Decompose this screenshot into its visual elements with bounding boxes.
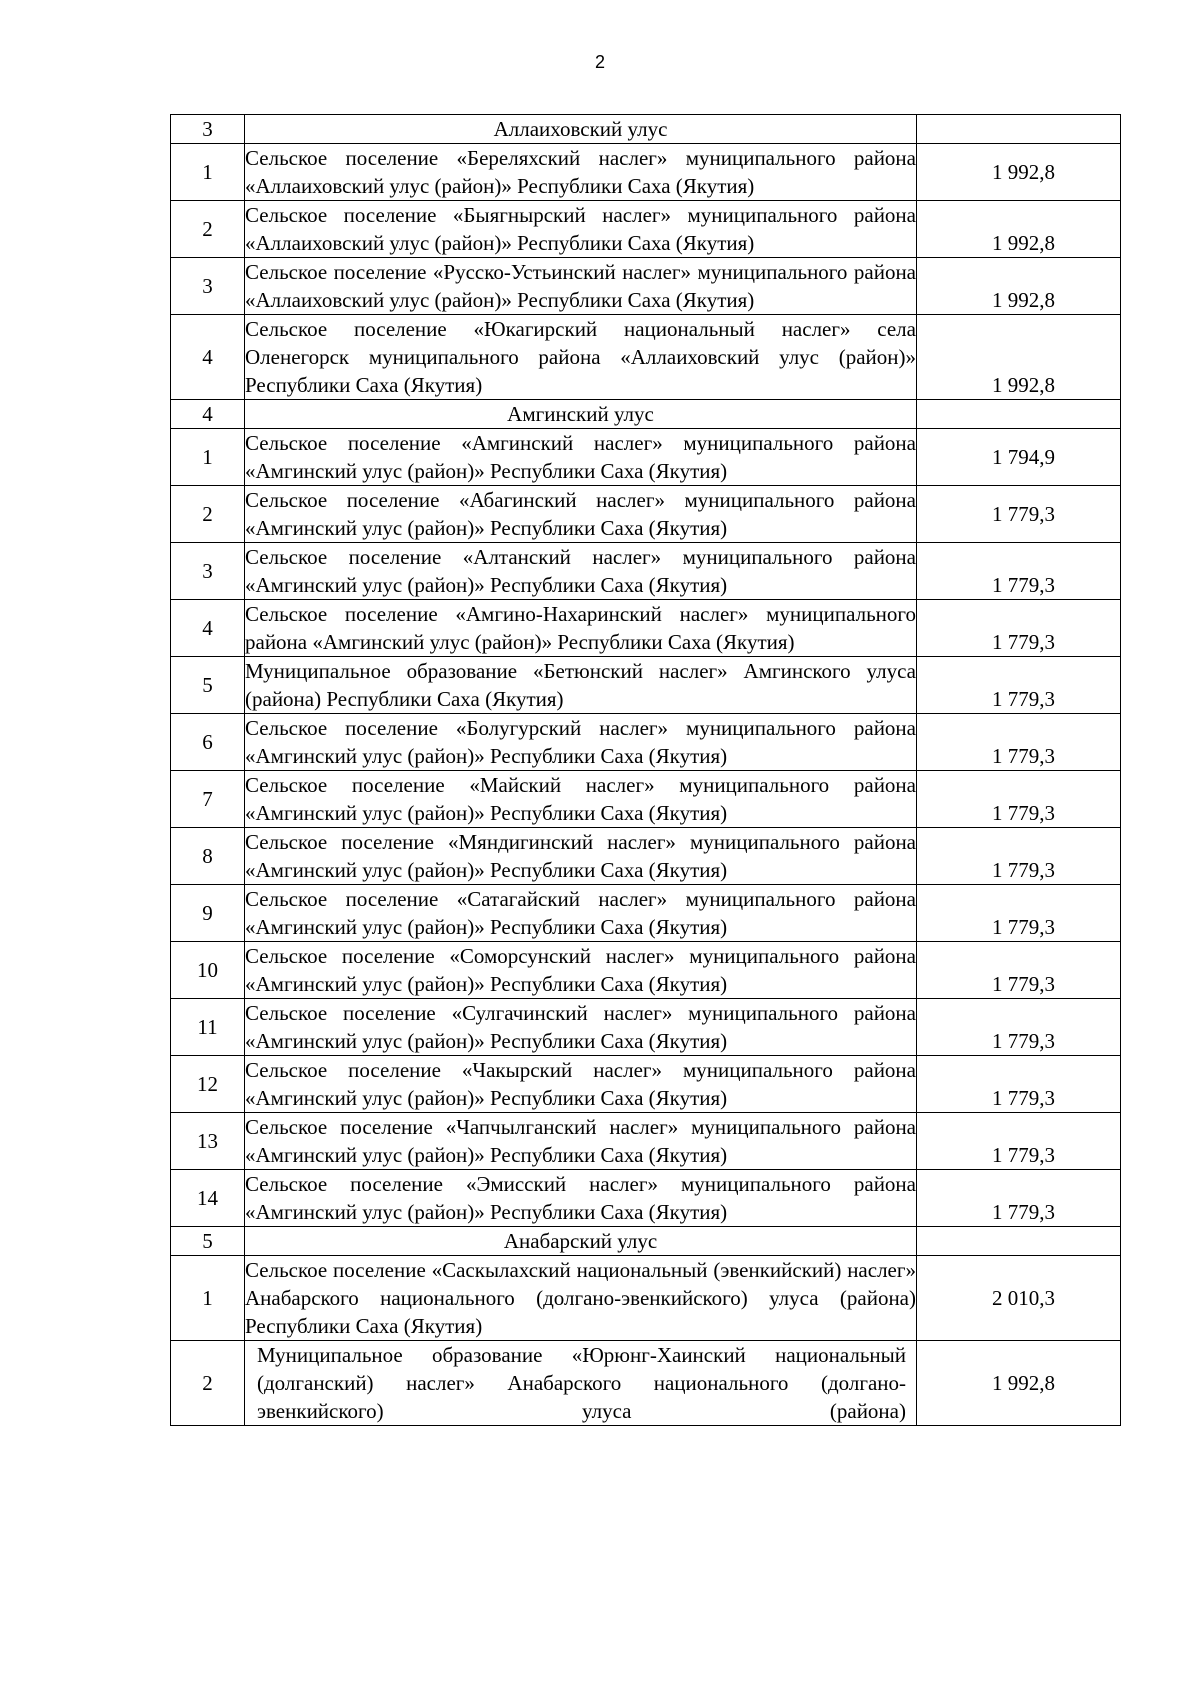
row-number: 4 bbox=[171, 315, 245, 400]
amount-value: 1 779,3 bbox=[992, 801, 1055, 825]
amount-cell bbox=[917, 771, 1121, 828]
amount-cell bbox=[917, 657, 1121, 714]
settlement-name: Сельское поселение «Быягнырский наслег» муниципального района «Аллаиховский улус (район)» Республики Саха (Якутия) bbox=[245, 201, 917, 258]
settlement-name: Сельское поселение «Береляхский наслег» муниципального района «Аллаиховский улус (район)» Республики Саха (Якутия) bbox=[245, 144, 917, 201]
amount-cell bbox=[917, 543, 1121, 600]
settlement-name: Сельское поселение «Эмисский наслег» муниципального района «Амгинский улус (район)» Республики Саха (Якутия) bbox=[245, 1170, 917, 1227]
amount-value: 1 779,3 bbox=[992, 1086, 1055, 1110]
table-row bbox=[171, 429, 1121, 486]
row-number: 1 bbox=[171, 1256, 245, 1341]
settlement-name: Сельское поселение «Мяндигинский наслег» муниципального района «Амгинский улус (район)» Республики Саха (Якутия) bbox=[245, 828, 917, 885]
section-title: Аллаиховский улус bbox=[245, 115, 917, 144]
section-row bbox=[171, 400, 1121, 429]
amount-value: 1 992,8 bbox=[992, 288, 1055, 312]
amount-value: 1 779,3 bbox=[992, 502, 1055, 526]
amount-cell bbox=[917, 600, 1121, 657]
settlement-name: Сельское поселение «Сатагайский наслег» муниципального района «Амгинский улус (район)» Республики Саха (Якутия) bbox=[245, 885, 917, 942]
amount-cell bbox=[917, 201, 1121, 258]
section-amount-empty bbox=[917, 1227, 1121, 1256]
section-title: Амгинский улус bbox=[245, 400, 917, 429]
section-row bbox=[171, 1227, 1121, 1256]
row-number: 1 bbox=[171, 144, 245, 201]
table-row bbox=[171, 315, 1121, 400]
settlement-name: Сельское поселение «Саскылахский национальный (эвенкийский) наслег» Анабарского национального (долгано-эвенкийского) улуса (района) Республики Саха (Якутия) bbox=[245, 1256, 917, 1341]
settlement-name: Сельское поселение «Абагинский наслег» муниципального района «Амгинский улус (район)» Республики Саха (Якутия) bbox=[245, 486, 917, 543]
row-number: 12 bbox=[171, 1056, 245, 1113]
row-number: 5 bbox=[171, 657, 245, 714]
table-row bbox=[171, 600, 1121, 657]
settlement-name: Муниципальное образование «Бетюнский наслег» Амгинского улуса (района) Республики Саха (Якутия) bbox=[245, 657, 917, 714]
amount-cell bbox=[917, 1341, 1121, 1426]
settlement-name: Сельское поселение «Чакырский наслег» муниципального района «Амгинский улус (район)» Республики Саха (Якутия) bbox=[245, 1056, 917, 1113]
section-title: Анабарский улус bbox=[245, 1227, 917, 1256]
settlement-name: Сельское поселение «Амгинский наслег» муниципального района «Амгинский улус (район)» Республики Саха (Якутия) bbox=[245, 429, 917, 486]
row-number: 13 bbox=[171, 1113, 245, 1170]
amount-cell bbox=[917, 315, 1121, 400]
table-row bbox=[171, 1341, 1121, 1426]
amount-cell bbox=[917, 942, 1121, 999]
amount-value: 1 779,3 bbox=[992, 1200, 1055, 1224]
table-row bbox=[171, 543, 1121, 600]
row-number: 2 bbox=[171, 201, 245, 258]
row-number: 10 bbox=[171, 942, 245, 999]
table-row bbox=[171, 1256, 1121, 1341]
section-amount-empty bbox=[917, 115, 1121, 144]
row-number: 6 bbox=[171, 714, 245, 771]
amount-cell bbox=[917, 828, 1121, 885]
table-row bbox=[171, 1056, 1121, 1113]
section-number: 5 bbox=[171, 1227, 245, 1256]
table-row bbox=[171, 714, 1121, 771]
row-number: 8 bbox=[171, 828, 245, 885]
row-number: 7 bbox=[171, 771, 245, 828]
amount-value: 1 779,3 bbox=[992, 630, 1055, 654]
page-number: 2 bbox=[594, 52, 605, 72]
table-row bbox=[171, 1170, 1121, 1227]
amount-value: 1 779,3 bbox=[992, 915, 1055, 939]
amount-value: 1 779,3 bbox=[992, 573, 1055, 597]
row-number: 4 bbox=[171, 600, 245, 657]
amount-cell bbox=[917, 429, 1121, 486]
table-row bbox=[171, 999, 1121, 1056]
settlement-name: Сельское поселение «Соморсунский наслег» муниципального района «Амгинский улус (район)» Республики Саха (Якутия) bbox=[245, 942, 917, 999]
section-number: 4 bbox=[171, 400, 245, 429]
table-row bbox=[171, 828, 1121, 885]
settlement-name: Сельское поселение «Сулгачинский наслег» муниципального района «Амгинский улус (район)» Республики Саха (Якутия) bbox=[245, 999, 917, 1056]
table-row bbox=[171, 771, 1121, 828]
table-row bbox=[171, 486, 1121, 543]
amount-value: 1 779,3 bbox=[992, 1029, 1055, 1053]
amount-cell bbox=[917, 1170, 1121, 1227]
row-number: 3 bbox=[171, 543, 245, 600]
amount-value: 1 779,3 bbox=[992, 744, 1055, 768]
amount-cell bbox=[917, 885, 1121, 942]
budget-allocation-table bbox=[170, 114, 1121, 1426]
table-body bbox=[171, 115, 1121, 1426]
table-row bbox=[171, 942, 1121, 999]
amount-value: 1 992,8 bbox=[992, 160, 1055, 184]
row-number: 2 bbox=[171, 1341, 245, 1426]
amount-value: 1 992,8 bbox=[992, 373, 1055, 397]
settlement-name: Сельское поселение «Алтанский наслег» муниципального района «Амгинский улус (район)» Республики Саха (Якутия) bbox=[245, 543, 917, 600]
amount-value: 1 779,3 bbox=[992, 972, 1055, 996]
amount-value: 1 779,3 bbox=[992, 858, 1055, 882]
settlement-name-cell bbox=[245, 1341, 917, 1426]
amount-cell bbox=[917, 486, 1121, 543]
amount-cell bbox=[917, 714, 1121, 771]
row-number: 2 bbox=[171, 486, 245, 543]
row-number: 9 bbox=[171, 885, 245, 942]
section-amount-empty bbox=[917, 400, 1121, 429]
amount-cell bbox=[917, 1256, 1121, 1341]
amount-value: 2 010,3 bbox=[992, 1286, 1055, 1310]
table-row bbox=[171, 885, 1121, 942]
row-number: 1 bbox=[171, 429, 245, 486]
amount-value: 1 794,9 bbox=[992, 445, 1055, 469]
table-row bbox=[171, 201, 1121, 258]
section-number: 3 bbox=[171, 115, 245, 144]
settlement-name: Сельское поселение «Амгино-Нахаринский наслег» муниципального района «Амгинский улус (район)» Республики Саха (Якутия) bbox=[245, 600, 917, 657]
table-row bbox=[171, 144, 1121, 201]
amount-value: 1 992,8 bbox=[992, 231, 1055, 255]
section-row bbox=[171, 115, 1121, 144]
amount-cell bbox=[917, 144, 1121, 201]
settlement-name: Сельское поселение «Русско-Устьинский наслег» муниципального района «Аллаиховский улус (район)» Республики Саха (Якутия) bbox=[245, 258, 917, 315]
row-number: 11 bbox=[171, 999, 245, 1056]
row-number: 14 bbox=[171, 1170, 245, 1227]
amount-value: 1 779,3 bbox=[992, 1143, 1055, 1167]
amount-value: 1 992,8 bbox=[992, 1371, 1055, 1395]
settlement-name: Муниципальное образование «Юрюнг-Хаинский национальный (долганский) наслег» Анабарского национального (долгано-эвенкийского) улуса (района) bbox=[257, 1343, 906, 1423]
settlement-name: Сельское поселение «Майский наслег» муниципального района «Амгинский улус (район)» Республики Саха (Якутия) bbox=[245, 771, 917, 828]
amount-value: 1 779,3 bbox=[992, 687, 1055, 711]
amount-cell bbox=[917, 1056, 1121, 1113]
table-row bbox=[171, 1113, 1121, 1170]
amount-cell bbox=[917, 999, 1121, 1056]
row-number: 3 bbox=[171, 258, 245, 315]
table-row bbox=[171, 258, 1121, 315]
settlement-name: Сельское поселение «Юкагирский национальный наслег» села Оленегорск муниципального района «Аллаиховский улус (район)» Республики Саха (Якутия) bbox=[245, 315, 917, 400]
settlement-name: Сельское поселение «Чапчылганский наслег» муниципального района «Амгинский улус (район)» Республики Саха (Якутия) bbox=[245, 1113, 917, 1170]
settlement-name: Сельское поселение «Болугурский наслег» муниципального района «Амгинский улус (район)» Республики Саха (Якутия) bbox=[245, 714, 917, 771]
amount-cell bbox=[917, 1113, 1121, 1170]
amount-cell bbox=[917, 258, 1121, 315]
table-row bbox=[171, 657, 1121, 714]
